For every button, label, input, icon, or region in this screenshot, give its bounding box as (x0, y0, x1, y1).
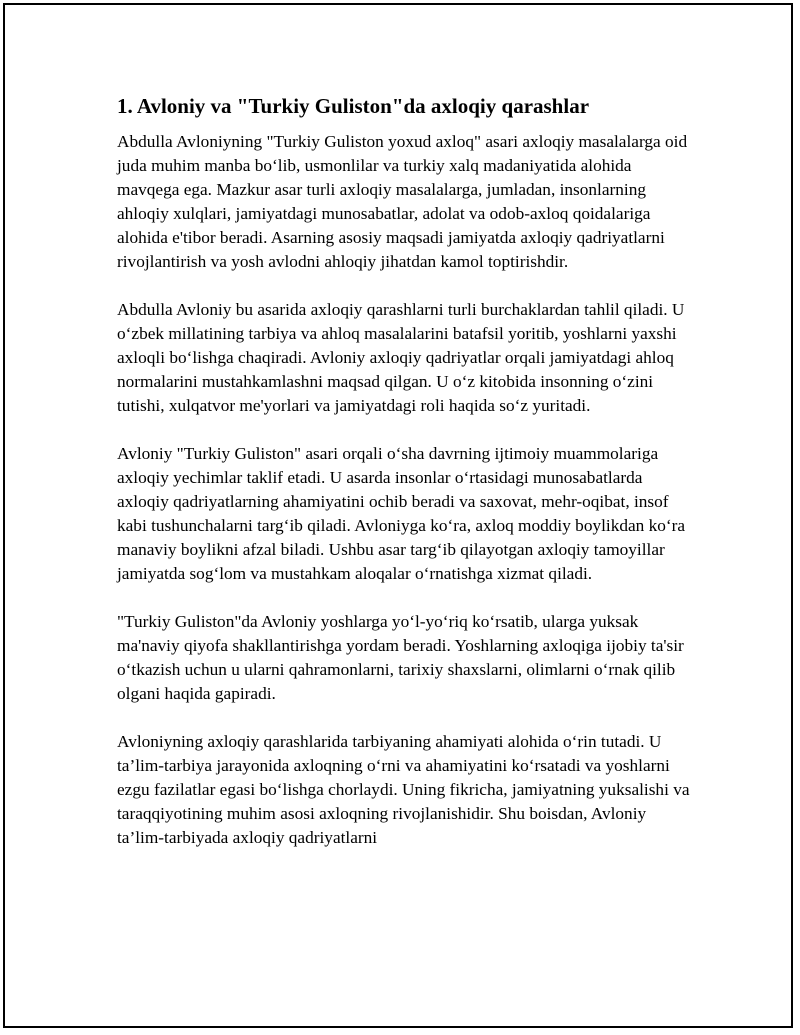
paragraph-4: "Turkiy Guliston"da Avloniy yoshlarga yo‘l-yo‘riq ko‘rsatib, ularga yuksak ma'naviy qiyofa shakllantirishga yordam beradi. Yoshlarning axloqiga ijobiy ta'sir o‘tkazish uchun u ularni qahramonlarni, tarixiy shaxslarni, olimlarni o‘rnak qilib olgani haqida gapiradi. (117, 612, 684, 703)
paragraph-3: Avloniy "Turkiy Guliston" asari orqali o‘sha davrning ijtimoiy muammolariga axloqiy yechimlar taklif etadi. U asarda insonlar o‘rtasidagi munosabatlarda axloqiy qadriyatlarning ahamiyatini ochib beradi va saxovat, mehr-oqibat, insof kabi tushunchalarni targ‘ib qiladi. Avloniyga ko‘ra, axloq moddiy boylikdan ko‘ra manaviy boylikni afzal biladi. Ushbu asar targ‘ib qilayotgan axloqiy tamoyillar jamiyatda sog‘lom va mustahkam aloqalar o‘rnatishga xizmat qiladi. (117, 444, 686, 583)
paragraph-1: Abdulla Avloniyning "Turkiy Guliston yoxud axloq" asari axloqiy masalalarga oid juda muhim manba bo‘lib, usmonlilar va turkiy xalq madaniyatida alohida mavqega ega. Mazkur asar turli axloqiy masalalarga, jumladan, insonlarning ahloqiy xulqlari, jamiyatdagi munosabatlar, adolat va odob-axloq qoidalariga alohida e'tibor beradi. Asarning asosiy maqsadi jamiyatda axloqiy qadriyatlarni rivojlantirish va yosh avlodni ahloqiy jihatdan kamol toptirishdir. (117, 132, 688, 271)
section-heading: 1. Avloniy va "Turkiy Guliston"da axloqiy qarashlar (117, 94, 590, 118)
paragraph-2: Abdulla Avloniy bu asarida axloqiy qarashlarni turli burchaklardan tahlil qiladi. U o‘zbek millatining tarbiya va ahloq masalalarini batafsil yoritib, yoshlarni yaxshi axloqli bo‘lishga chaqiradi. Avloniy axloqiy qadriyatlar orqali jamiyatdagi ahloq normalarini mustahkamlashni maqsad qilgan. U o‘z kitobida insonning o‘zini tutishi, xulqatvor me'yorlari va jamiyatdagi roli haqida so‘z yuritadi. (117, 300, 685, 415)
paragraph-5: Avloniyning axloqiy qarashlarida tarbiyaning ahamiyati alohida o‘rin tutadi. U ta’lim-tarbiya jarayonida axloqning o‘rni va ahamiyatini ko‘rsatadi va yoshlarni ezgu fazilatlar egasi bo‘lishga chorlaydi. Uning fikricha, jamiyatning yuksalishi va taraqqiyotining muhim asosi axloqning rivojlanishidir. Shu boisdan, Avloniy ta’lim-tarbiyada axloqiy qadriyatlarni (117, 732, 690, 847)
document-body (117, 92, 697, 874)
